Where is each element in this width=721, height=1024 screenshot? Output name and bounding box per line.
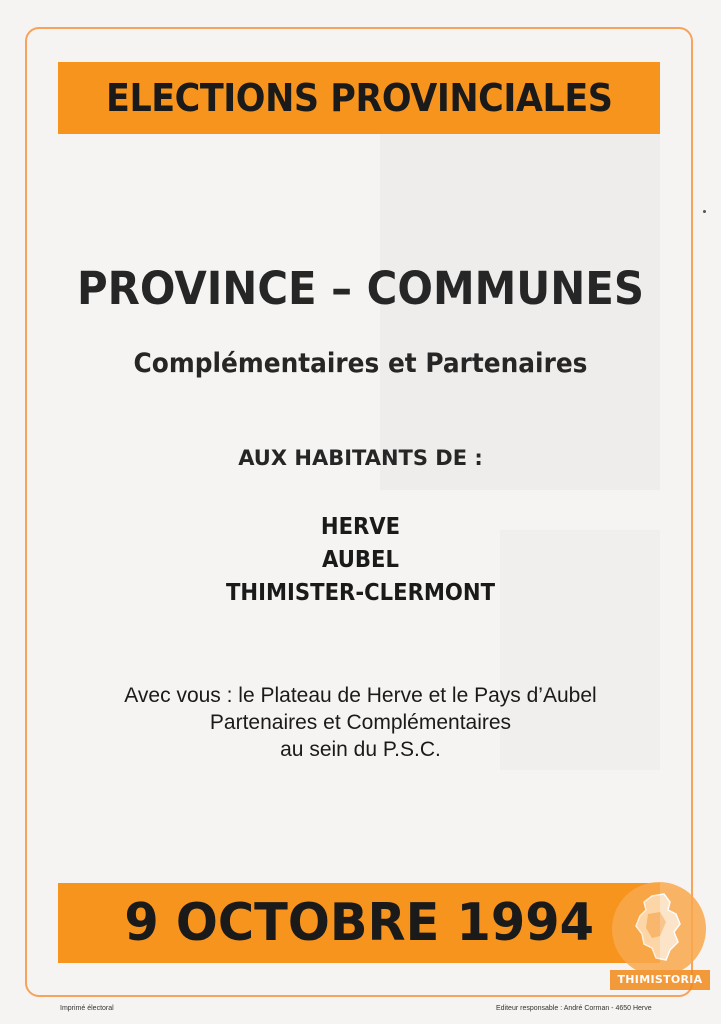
message-line: Partenaires et Complémentaires	[209, 711, 512, 734]
paper-speck	[703, 210, 706, 213]
campaign-message	[0, 682, 721, 763]
audience-intro: AUX HABITANTS DE :	[238, 446, 483, 470]
town-name: HERVE	[320, 514, 401, 540]
message-line: Avec vous : le Plateau de Herve et le Pays d’Aubel	[124, 684, 597, 707]
watermark-label: THIMISTORIA	[610, 970, 710, 990]
poster-title: ELECTIONS PROVINCIALES	[105, 76, 613, 120]
message-line: au sein du P.S.C.	[280, 738, 441, 761]
town-name: THIMISTER-CLERMONT	[225, 580, 496, 606]
footer-printed-note: Imprimé électoral	[60, 1005, 114, 1012]
headline: PROVINCE – COMMUNES	[76, 262, 645, 315]
subheadline: Complémentaires et Partenaires	[133, 348, 588, 379]
watermark-logo	[610, 882, 710, 1002]
date-banner	[58, 883, 660, 963]
election-date: 9 OCTOBRE 1994	[124, 893, 594, 953]
town-list	[0, 511, 721, 610]
footer-publisher: Editeur responsable : André Corman - 4650 Herve	[496, 1005, 652, 1012]
title-banner	[58, 62, 660, 134]
town-name: AUBEL	[322, 547, 399, 573]
map-emblem-icon	[630, 892, 690, 964]
